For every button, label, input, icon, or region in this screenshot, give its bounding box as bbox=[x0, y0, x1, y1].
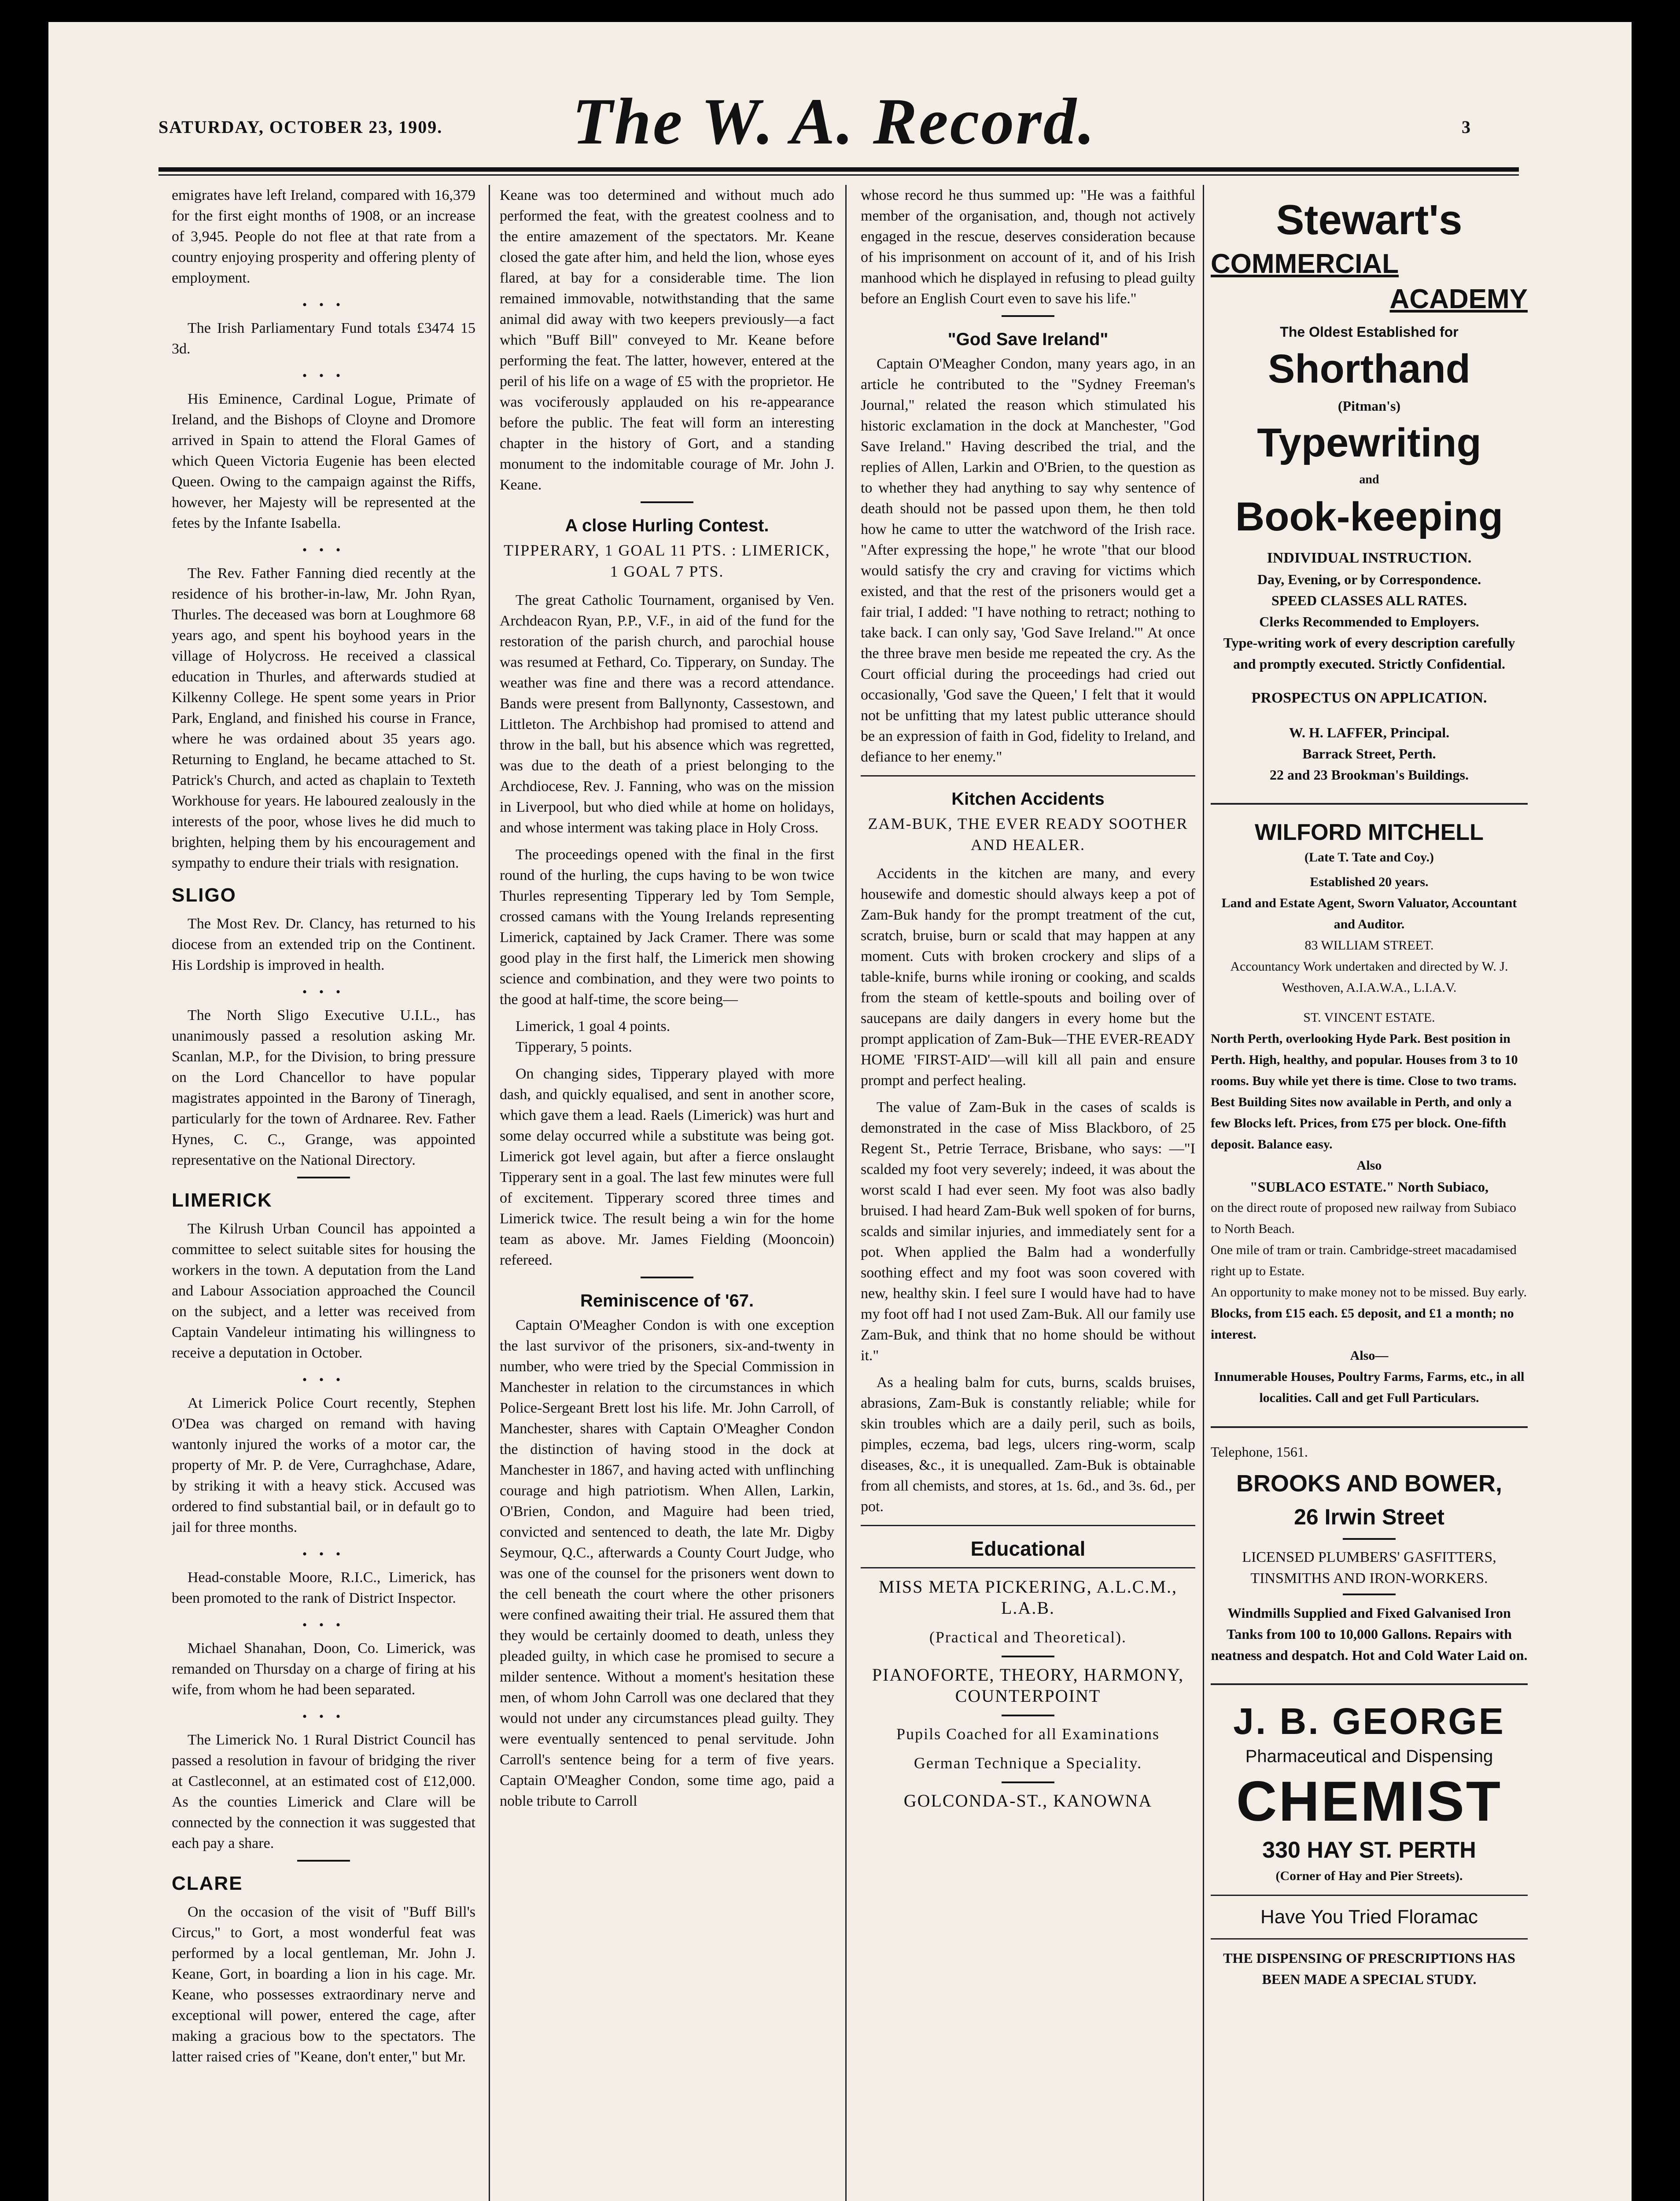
section-divider bbox=[1002, 1781, 1054, 1783]
ad-stewart-line: INDIVIDUAL INSTRUCTION. bbox=[1267, 550, 1472, 566]
ad-stewart-commercial: COMMERCIAL bbox=[1211, 249, 1399, 279]
column-ads bbox=[1211, 185, 1528, 2201]
ad-stewart-line: Day, Evening, or by Correspondence. bbox=[1257, 571, 1481, 587]
separator-stars: • • • bbox=[302, 368, 345, 383]
ad-stewart-shorthand: Shorthand bbox=[1268, 346, 1470, 391]
ad-george-line: (Corner of Hay and Pier Streets). bbox=[1275, 1869, 1463, 1883]
ad-mitchell-line: Also bbox=[1356, 1158, 1382, 1173]
ad-stewart-oldest: The Oldest Established for bbox=[1280, 324, 1459, 340]
score-line: Limerick, 1 goal 4 points. bbox=[516, 1018, 671, 1034]
ad-mitchell-line: Established 20 years. bbox=[1310, 875, 1429, 889]
article-subheading: ZAM-BUK, THE EVER READY SOOTHER AND HEALER. bbox=[868, 815, 1188, 854]
section-heading-clare: CLARE bbox=[172, 1873, 243, 1894]
edu-line: (Practical and Theoretical). bbox=[929, 1628, 1127, 1646]
header-rule bbox=[158, 167, 1519, 172]
column-1 bbox=[172, 185, 475, 2201]
ad-mitchell-line: Innumerable Houses, Poultry Farms, Farms, etc., in all localities. Call and get Full Particulars. bbox=[1214, 1369, 1525, 1405]
ad-stewart-typewriting: Typewriting bbox=[1257, 420, 1481, 465]
section-divider bbox=[1002, 1715, 1054, 1716]
ad-brooks-name: BROOKS AND BOWER, bbox=[1236, 1470, 1502, 1497]
edu-subjects: PIANOFORTE, THEORY, HARMONY, COUNTERPOINT bbox=[872, 1665, 1184, 1706]
ad-separator bbox=[1211, 1683, 1528, 1685]
masthead bbox=[48, 22, 1632, 163]
article-subheading: TIPPERARY, 1 GOAL 11 PTS. : LIMERICK, 1 GOAL 7 PTS. bbox=[504, 541, 830, 580]
article-heading: "God Save Ireland" bbox=[947, 330, 1109, 349]
newspaper-page bbox=[48, 22, 1632, 2201]
box-rule bbox=[861, 775, 1195, 777]
separator-stars: • • • bbox=[302, 1373, 345, 1387]
paragraph: Captain O'Meagher Condon, many years ago, in an article he contributed to the "Sydney Freeman's Journal," related the reason which stimulated his historic exclamation in the dock at Manchester, "God Save Ireland." Having described the trial, and the replies of Allen, Larkin and O'Brien, to the question as to whether they had anything to say why sentence of death should not be passed upon them, he then told how he came to utter the watchword of the Irish race. "After expressing the hope," he wrote "that our blood would satisfy the cry and craving for victims which existed, and that the rest of the prisoners would get a fair trial, I added: "I have nothing to retract; nothing to take back. I can only say, 'God Save Ireland.'" At once the three brave men beside me repeated the cry. As the Court official during the proceedings had cried out occasionally, 'God save the Queen,' I felt that it would not be unfitting that my latest public utterance should be an expression of faith in God, fidelity to Ireland, and defiance to her enemy." bbox=[861, 356, 1195, 765]
ad-stewart-academy: ACADEMY bbox=[1389, 284, 1528, 314]
paragraph: The North Sligo Executive U.I.L., has unanimously passed a resolution asking Mr. Scanlan, M.P., for the Division, to bring pressure on the Lord Chancellor to have popular magistrates appointed in the Barony of Tineragh, particularly for the town of Ardnaree. Rev. Father Hynes, C. C., Grange, was appointed representative on the National Directory. bbox=[172, 1007, 475, 1168]
ad-mitchell-line: One mile of tram or train. Cambridge-street macadamised right up to Estate. bbox=[1211, 1243, 1517, 1278]
ad-separator bbox=[1211, 1426, 1528, 1428]
paragraph: The Kilrush Urban Council has appointed a committee to select suitable sites for housing the workers in the town. A deputation from the Land and Labour Association approached the Council on the subject, and a letter was received from Captain Vandeleur intimating his willingness to receive a deputation in October. bbox=[172, 1221, 475, 1361]
newspaper-title: The W. A. Record. bbox=[572, 85, 1097, 158]
ad-mitchell-name: WILFORD MITCHELL bbox=[1255, 820, 1484, 845]
column-divider bbox=[1203, 185, 1204, 2201]
score-line: Tipperary, 5 points. bbox=[516, 1039, 632, 1055]
paragraph: Captain O'Meagher Condon is with one exception the last survivor of the prisoners, six-and-twenty in number, who were tried by the Special Commission in Manchester in relation to the circumstances in which Police-Sergeant Brett lost his life. Mr. John Carroll, of Manchester, shares with Captain O'Meagher Condon the distinction of having stood in the dock at Manchester in 1867, and having acted with unflinching courage and high patriotism. When Allen, Larkin, O'Brien, Condon, and Maguire had been tried, convicted and sentenced to death, the late Mr. Digby Seymour, Q.C., afterwards a County Court Judge, who was one of the counsel for the prisoners went down to the cell beneath the court where the other prisoners were confined awaiting their trial. He assured them that they would be certainly doomed to death, unless they pleaded guilty, in which case he promised to secure a milder sentence. Without a moment's hesitation these men, of whom John Carroll was one declared that they would not under any circumstances plead guilty. They were eventually sentenced to penal servitude. John Carroll's sentence being for a term of five years. Captain O'Meagher Condon, some time ago, paid a noble tribute to Carroll bbox=[500, 1317, 834, 1809]
ad-brooks-phone: Telephone, 1561. bbox=[1211, 1444, 1308, 1460]
ad-george-name: J. B. GEORGE bbox=[1233, 1700, 1505, 1742]
box-rule bbox=[861, 1525, 1195, 1526]
column-2 bbox=[500, 185, 834, 2201]
ad-mitchell-line: 83 WILLIAM STREET. bbox=[1304, 938, 1434, 953]
ad-mitchell-line: ST. VINCENT ESTATE. bbox=[1303, 1010, 1435, 1025]
ad-stewart-line: Clerks Recommended to Employers. bbox=[1259, 614, 1479, 629]
paragraph: The Limerick No. 1 Rural District Council has passed a resolution in favour of bridging the river at Castleconnel, at an estimated cost of £12,000. As the counties Limerick and Clare will be connected by the connection it was suggested that each pay a share. bbox=[172, 1732, 475, 1851]
ad-stewart-prospectus: PROSPECTUS ON APPLICATION. bbox=[1251, 690, 1487, 706]
paragraph: At Limerick Police Court recently, Stephen O'Dea was charged on remand with having wantonly injured the works of a motor car, the property of Mr. P. de Vere, Curraghchase, Adare, by striking it with a heavy stick. Accused was ordered to find substantial bail, or in default go to jail for three months. bbox=[172, 1395, 475, 1535]
ad-stewart-line: Type-writing work of every description carefully and promptly executed. Strictly Confidential. bbox=[1223, 635, 1515, 672]
ad-stewart-address: Barrack Street, Perth. bbox=[1302, 746, 1436, 762]
page-number: 3 bbox=[1462, 117, 1470, 137]
section-divider bbox=[1002, 315, 1054, 317]
section-divider bbox=[297, 1860, 350, 1862]
paragraph: emigrates have left Ireland, compared with 16,379 for the first eight months of 1908, or an increase of 3,945. People do not flee at that rate from a country enjoying prosperity and offering plenty of employment. bbox=[172, 187, 475, 286]
paragraph: On changing sides, Tipperary played with more dash, and quickly equalised, and sent in another score, which gave them a lead. Raels (Limerick) was hurt and some delay occurred while a substitute was being got. Limerick got level again, but after a fierce onslaught Tipperary sent in a goal. The last few minutes were full of excitement. Tipperary scored three times and Limerick twice. The result being a win for the home team as above. Mr. James Fielding (Mooncoin) refereed. bbox=[500, 1066, 834, 1268]
ad-george-floramac: Have You Tried Floramac bbox=[1260, 1906, 1478, 1928]
paragraph: whose record he thus summed up: "He was a faithful member of the organisation, and, though not actively engaged in the rescue, deserves consideration because of his imprisonment on account of it, and of his Irish manhood which he displayed in refusing to plead guilty before an English Court even to save his life." bbox=[861, 187, 1195, 307]
ad-mitchell-line: North Perth, overlooking Hyde Park. Best position in Perth. High, healthy, and popular. Houses from 3 to 10 rooms. Buy while yet there is time. Close to two trams. bbox=[1211, 1031, 1518, 1088]
paragraph: The great Catholic Tournament, organised by Ven. Archdeacon Ryan, P.P., V.F., in aid of the fund for the restoration of the parish church, and parochial house was resumed at Fethard, Co. Tipperary, on Sunday. The weather was fine and there was a record attendance. Bands were present from Ballynonty, Cassestown, and Littleton. The Archbishop had promised to attend and throw in the ball, but his absence which was regretted, was due to the death of a priest belonging to the Archdiocese, Rev. J. Fanning, who was on the mission in Liverpool, but who died while at home on holidays, and whose interment was taking place in Holy Cross. bbox=[500, 592, 834, 836]
ad-george-address: 330 HAY ST. PERTH bbox=[1262, 1837, 1476, 1863]
ad-brooks-line: Windmills Supplied and Fixed Galvanised Iron Tanks from 100 to 10,000 Gallons. Repairs with neatness and despatch. Hot and Cold Water Laid on. bbox=[1211, 1605, 1528, 1663]
header-rule-thin bbox=[158, 174, 1519, 176]
article-heading: A close Hurling Contest. bbox=[565, 516, 769, 535]
section-divider bbox=[1002, 1656, 1054, 1657]
teacher-name: MISS META PICKERING, A.L.C.M., L.A.B. bbox=[879, 1577, 1177, 1618]
ad-stewart-line: SPEED CLASSES ALL RATES. bbox=[1271, 593, 1467, 608]
section-heading-sligo: SLIGO bbox=[172, 884, 236, 906]
ad-stewart-and: and bbox=[1359, 473, 1379, 486]
ad-separator bbox=[1211, 803, 1528, 805]
ad-george-chemist: CHEMIST bbox=[1236, 1770, 1502, 1833]
column-divider bbox=[845, 185, 847, 2201]
section-divider bbox=[641, 1277, 693, 1278]
ad-stewart-principal: W. H. LAFFER, Principal. bbox=[1289, 725, 1450, 740]
paragraph: Accidents in the kitchen are many, and every housewife and domestic should always keep a pot of Zam-Buk handy for the prompt treatment of the cut, scratch, bruise, burn or scald that may happen at any moment. Cuts with broken crockery and slips of a table-knife, burns while ironing or cooking, and scalds from the steam of kettle-spouts and boiling over of saucepans are daily dangers in every home but the prompt application of Zam-Buk—THE EVER-READY HOME 'FIRST-AID'—will kill all pain and ensure prompt and perfect healing. bbox=[861, 865, 1195, 1089]
ad-mitchell-line: (Late T. Tate and Coy.) bbox=[1304, 850, 1434, 865]
section-divider bbox=[641, 501, 693, 503]
paragraph: On the occasion of the visit of "Buff Bill's Circus," to Gort, a most wonderful feat was performed by a local gentleman, Mr. John J. Keane, Gort, in boarding a lion in his cage. Mr. Keane, who possesses extraordinary nerve and exceptional will power, entered the cage, after making a gracious bow to the spectators. The latter raised cries of "Keane, don't enter," but Mr. bbox=[172, 1904, 475, 2065]
article-heading: Kitchen Accidents bbox=[951, 789, 1105, 809]
ad-mitchell-line: An opportunity to make money not to be missed. Buy early. bbox=[1211, 1285, 1527, 1299]
paragraph: The value of Zam-Buk in the cases of scalds is demonstrated in the case of Miss Blackboro, of 25 Regent St., Petrie Terrace, Brisbane, who says: —"I scalded my foot very severely; indeed, it was about the worst scald I had ever seen. My foot was also badly bruised. I had heard Zam-Buk well spoken of for burns, scalds and similar injuries, and immediately sent for a pot. When applied the Balm had a wonderfully soothing effect and my foot was soon covered with new, healthy skin. I feel sure I would have had to have my foot off had I not used Zam-Buk. All our family use Zam-Buk, and think that no home should be without it." bbox=[861, 1099, 1195, 1364]
paragraph: The Rev. Father Fanning died recently at the residence of his brother-in-law, Mr. John Ryan, Thurles. The deceased was born at Loughmore 68 years ago, and spent his boyhood years in the village of Holycross. He received a classical education in Thurles, and afterwards studied at Kilkenny College. He spent some years in Prior Park, England, and finished his course in France, where he was ordained about 35 years ago. Returning to England, he became attached to St. Patrick's Church, and acted as chaplain to Texteth Workhouse for years. He laboured zealously in the interests of the poor, whose lives he did much to brighten, helping them by his encouragement and sympathy to endure their trials with resignation. bbox=[172, 565, 475, 871]
box-rule bbox=[1211, 1938, 1528, 1940]
paragraph: The proceedings opened with the final in the first round of the hurling, the cups having to be won twice Thurles representing Tipperary led by Tom Semple, crossed camans with the Young Irelands representing Limerick, captained by Jack Cramer. There was some good play in the first half, the Limerick men showing science and combination, and they were two points to the good at half-time, the score being— bbox=[500, 847, 834, 1008]
separator-stars: • • • bbox=[302, 543, 345, 557]
section-heading-limerick: LIMERICK bbox=[172, 1189, 273, 1211]
paragraph: The Irish Parliamentary Fund totals £3474 15 3d. bbox=[172, 320, 475, 357]
separator-stars: • • • bbox=[302, 1709, 345, 1724]
paragraph: Head-constable Moore, R.I.C., Limerick, has been promoted to the rank of District Inspector. bbox=[172, 1569, 475, 1606]
ad-stewart-bookkeeping: Book-keeping bbox=[1235, 494, 1503, 539]
edu-line: Pupils Coached for all Examinations bbox=[896, 1725, 1160, 1743]
separator-stars: • • • bbox=[302, 298, 345, 312]
paragraph: Michael Shanahan, Doon, Co. Limerick, was remanded on Thursday on a charge of firing at his wife, from whom he had been separated. bbox=[172, 1640, 475, 1698]
ad-brooks-line: LICENSED PLUMBERS' GASFITTERS, TINSMITHS AND IRON-WORKERS. bbox=[1242, 1549, 1496, 1586]
section-divider bbox=[1343, 1594, 1396, 1595]
separator-stars: • • • bbox=[302, 1618, 345, 1632]
ad-mitchell-line: Best Building Sites now available in Perth, and only a few Blocks left. Prices, from £75 per block. One-fifth deposit. Balance easy. bbox=[1211, 1095, 1512, 1152]
ad-mitchell-line: Blocks, from £15 each. £5 deposit, and £1 a month; no interest. bbox=[1211, 1306, 1514, 1342]
ad-brooks-address: 26 Irwin Street bbox=[1294, 1505, 1444, 1529]
ad-mitchell-line: "SUBLACO ESTATE." North Subiaco, bbox=[1249, 1179, 1488, 1195]
article-heading: Reminiscence of '67. bbox=[580, 1291, 754, 1310]
ad-mitchell-line: Accountancy Work undertaken and directed by W. J. Westhoven, A.I.A.W.A., L.I.A.V. bbox=[1230, 959, 1508, 995]
ad-stewart-name: Stewart's bbox=[1276, 196, 1463, 243]
paragraph: His Eminence, Cardinal Logue, Primate of Ireland, and the Bishops of Cloyne and Dromore arrived in Spain to attend the Floral Games of which Queen Victoria Eugenie has been elected Queen. Owing to the campaign against the Riffs, however, her Majesty will be represented at the fetes by the Infante Isabella. bbox=[172, 391, 475, 531]
ad-stewart-pitmans: (Pitman's) bbox=[1337, 398, 1401, 414]
section-divider bbox=[1343, 1538, 1396, 1540]
ad-mitchell-line: Land and Estate Agent, Sworn Valuator, Accountant and Auditor. bbox=[1221, 896, 1517, 931]
ad-george-line: THE DISPENSING OF PRESCRIPTIONS HAS BEEN MADE A SPECIAL STUDY. bbox=[1223, 1950, 1515, 1987]
column-divider bbox=[489, 185, 490, 2201]
edu-address: GOLCONDA-ST., KANOWNA bbox=[903, 1791, 1153, 1811]
paragraph: As a healing balm for cuts, burns, scalds bruises, abrasions, Zam-Buk is constantly reliable; while for skin troubles which are a daily peril, such as boils, pimples, eczema, bad legs, ulcers ring-worm, scalp diseases, &c., it is unequalled. Zam-Buk is obtainable from all chemists, and stores, at 1s. 6d., and 3s. 6d., per pot. bbox=[861, 1374, 1195, 1515]
separator-stars: • • • bbox=[302, 985, 345, 999]
article-heading: Educational bbox=[970, 1537, 1086, 1560]
ad-george-line: Pharmaceutical and Dispensing bbox=[1245, 1747, 1493, 1766]
section-divider bbox=[297, 1177, 350, 1178]
paragraph: The Most Rev. Dr. Clancy, has returned to his diocese from an extended trip on the Continent. His Lordship is improved in health. bbox=[172, 916, 475, 973]
issue-date: SATURDAY, OCTOBER 23, 1909. bbox=[158, 117, 443, 137]
box-rule bbox=[1211, 1895, 1528, 1896]
separator-stars: • • • bbox=[302, 1547, 345, 1561]
column-3 bbox=[861, 185, 1195, 2201]
ad-stewart-address: 22 and 23 Brookman's Buildings. bbox=[1269, 767, 1469, 783]
ad-mitchell-line: Also— bbox=[1350, 1348, 1389, 1363]
paragraph: Keane was too determined and without much ado performed the feat, with the greatest coolness and to the entire amazement of the spectators. Mr. Keane closed the gate after him, and held the lion, whose eyes flared, at bay for a considerable time. The lion remained immovable, notwithstanding that the same animal did away with two keepers previously—a fact which "Buff Bill" conveyed to Mr. Keane before performing the feat. The latter, however, entered at the peril of his life on a wage of £5 with the proprietor. He was vociferously applauded on his re-appearance before the public. The feat will form an interesting chapter in the history of Gort, and a standing monument to the indomitable courage of Mr. John J. Keane. bbox=[500, 187, 834, 493]
edu-line: German Technique a Speciality. bbox=[914, 1754, 1142, 1772]
ad-mitchell-line: on the direct route of proposed new railway from Subiaco to North Beach. bbox=[1211, 1200, 1516, 1236]
box-rule bbox=[861, 1567, 1195, 1568]
